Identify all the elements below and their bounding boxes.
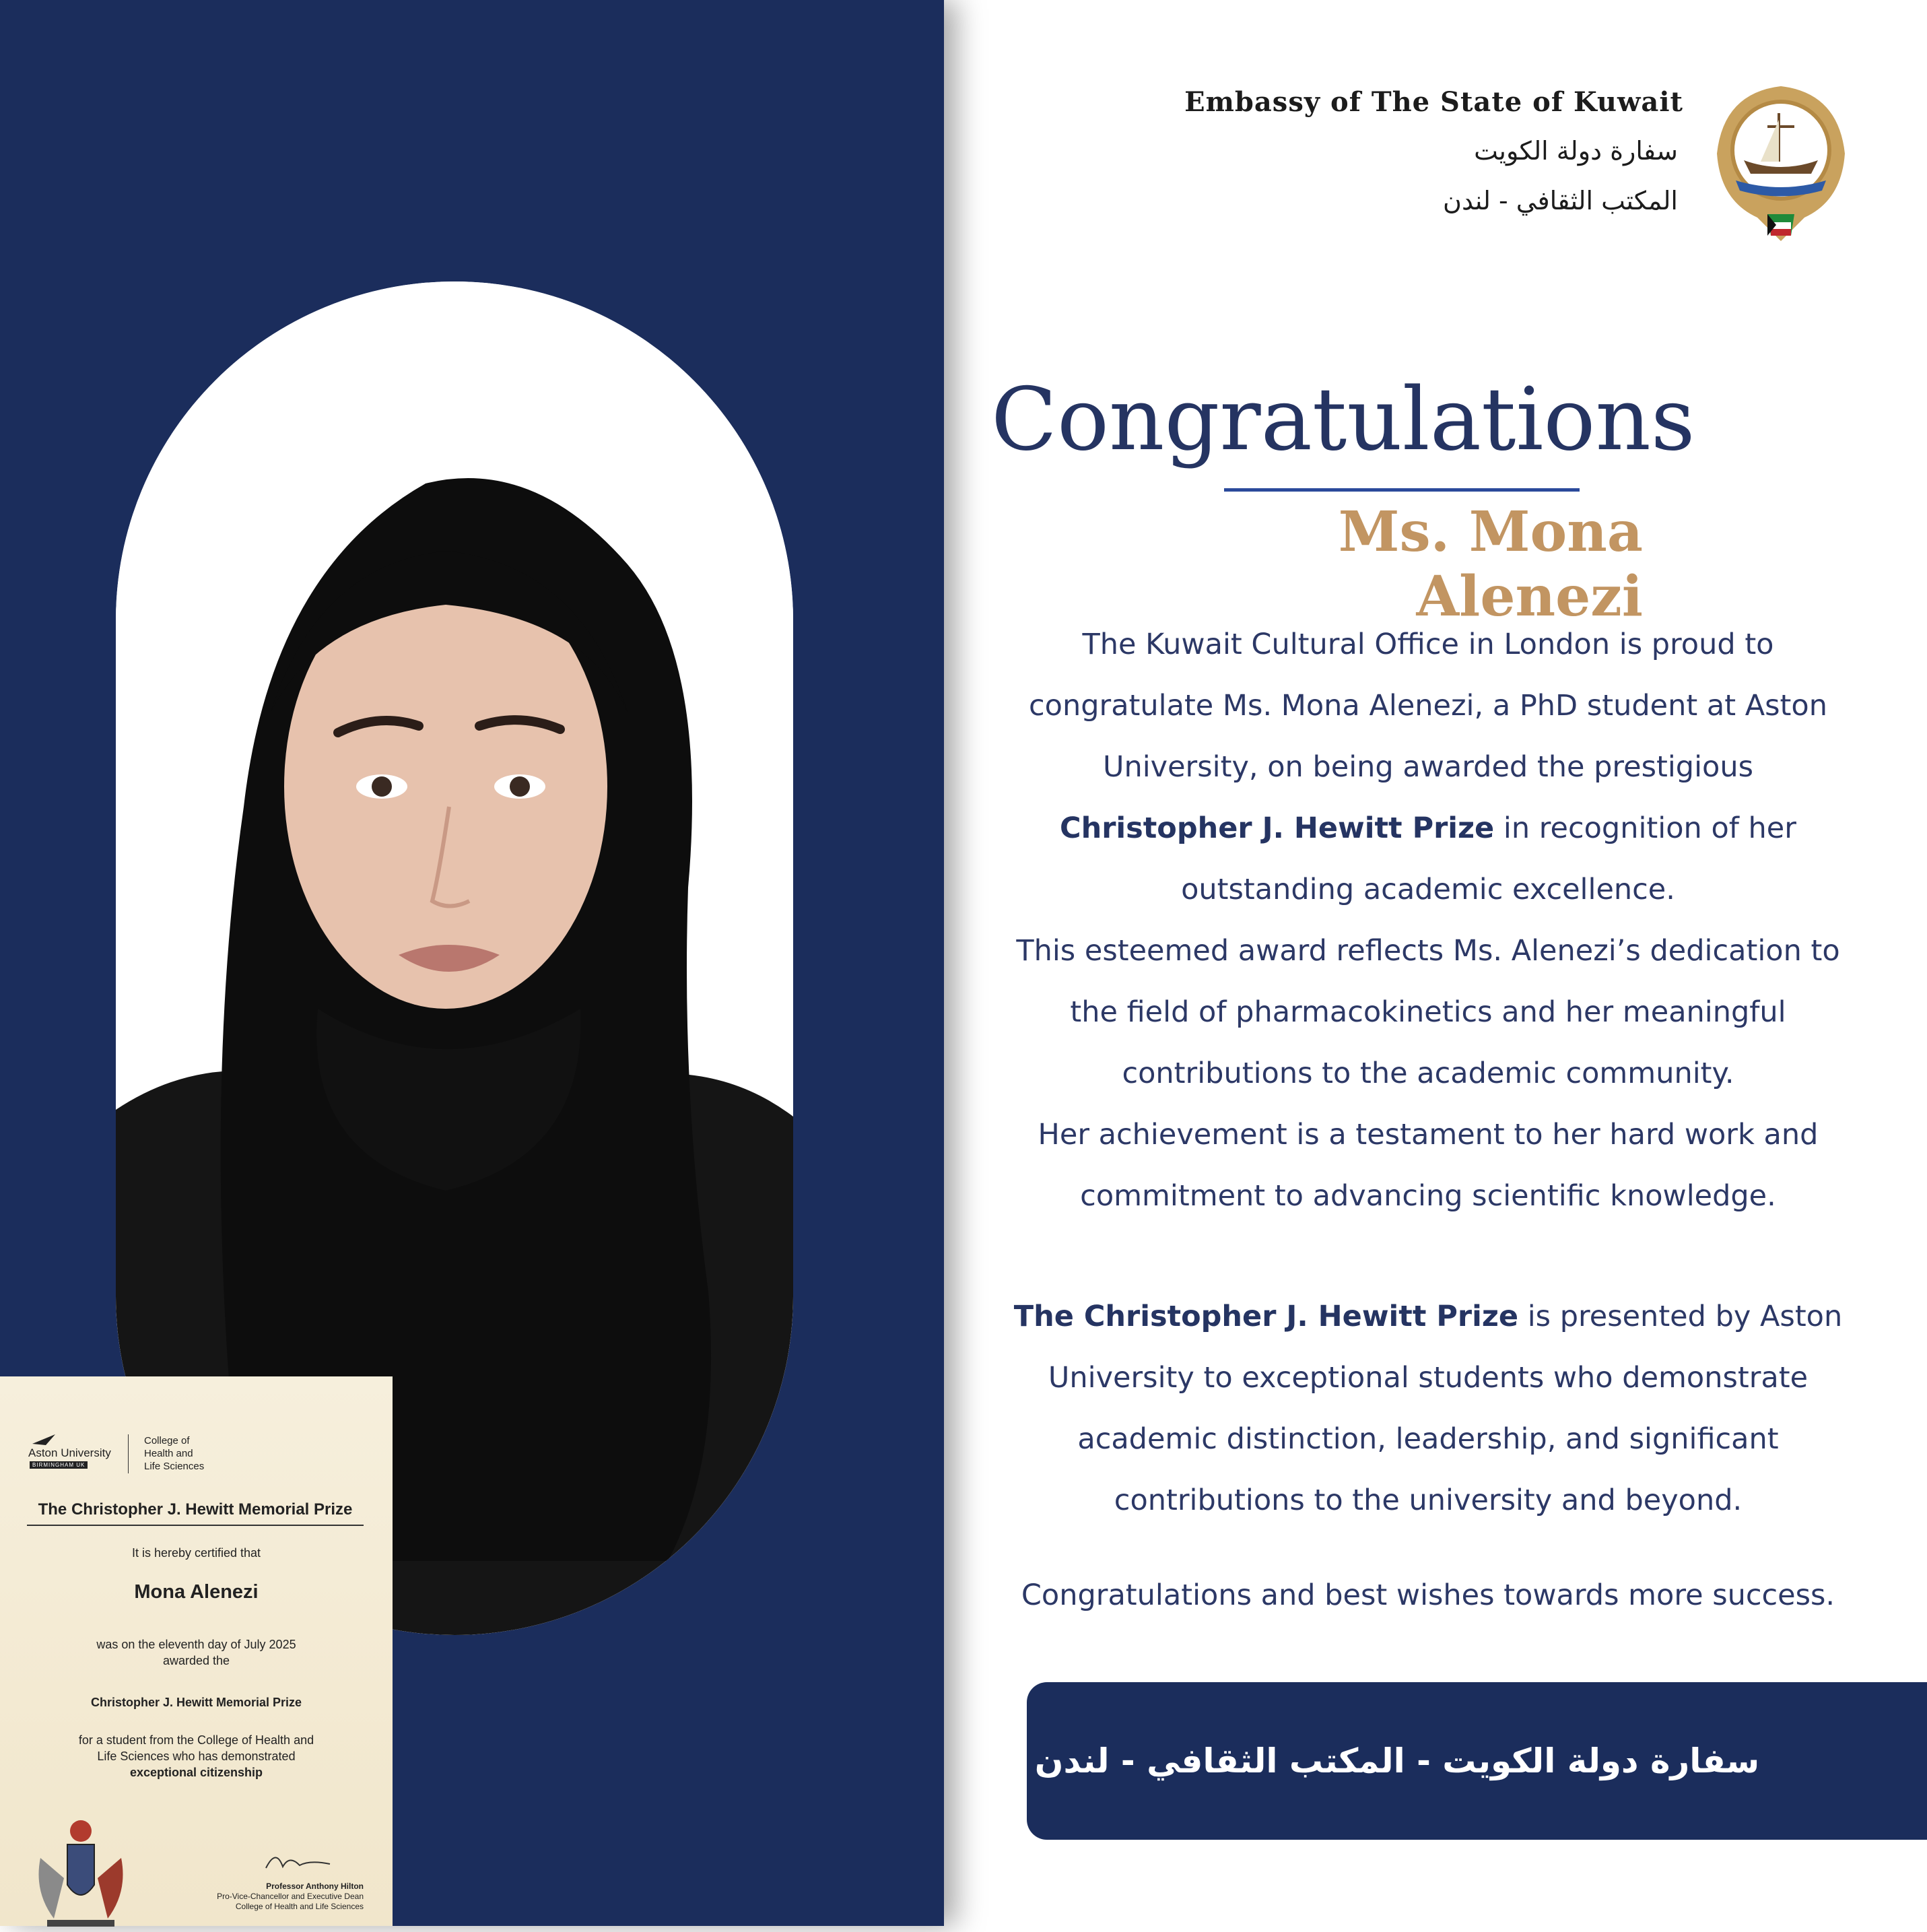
certificate-reason-line: exceptional citizenship xyxy=(129,1766,263,1779)
certificate-university: Aston University xyxy=(28,1446,111,1459)
certificate-title: The Christopher J. Hewitt Memorial Prize xyxy=(38,1500,353,1519)
prize-name-bold: Christopher J. Hewitt Prize xyxy=(1060,811,1495,845)
certificate-college-line: Health and xyxy=(144,1448,193,1459)
certificate-reason-line: for a student from the College of Health and xyxy=(78,1733,314,1747)
certificate-certified: It is hereby certified that xyxy=(131,1546,261,1560)
certificate xyxy=(0,1376,393,1926)
paragraph-line: congratulate Ms. Mona Alenezi, a PhD student at Aston xyxy=(1029,689,1827,723)
certificate-recipient-name: Mona Alenezi xyxy=(134,1581,259,1603)
aston-logo-icon xyxy=(32,1434,55,1445)
paragraph-line xyxy=(987,1286,1869,1347)
certificate-date-line: was on the eleventh day of July 2025 xyxy=(96,1638,296,1651)
certificate-signatory-role: Pro-Vice-Chancellor and Executive Dean xyxy=(217,1892,364,1901)
paragraph-line: University to exceptional students who demonstrate xyxy=(1048,1361,1808,1395)
certificate-university-sub: BIRMINGHAM UK xyxy=(30,1461,88,1469)
certificate-title-rule xyxy=(27,1525,364,1526)
embassy-title: Embassy of The State of Kuwait xyxy=(1184,86,1683,118)
certificate-signatory-role: College of Health and Life Sciences xyxy=(235,1902,364,1911)
paragraph-line: Her achievement is a testament to her hard work and xyxy=(1038,1118,1819,1152)
paragraph-line: contributions to the university and beyond. xyxy=(1114,1484,1743,1517)
kuwait-emblem-icon xyxy=(1703,79,1858,246)
paragraph-line: the field of pharmacokinetics and her meaningful xyxy=(1070,995,1786,1029)
certificate-college-line: Life Sciences xyxy=(144,1461,205,1472)
prize-name-bold: The Christopher J. Hewitt Prize xyxy=(1013,1300,1519,1333)
certificate-signatory-name: Professor Anthony Hilton xyxy=(266,1881,364,1891)
certificate-reason-line: Life Sciences who has demonstrated xyxy=(97,1750,296,1763)
paragraph-line: academic distinction, leadership, and significant xyxy=(1077,1422,1779,1456)
certificate-logo-row xyxy=(28,1434,378,1475)
certificate-signatory xyxy=(202,1881,364,1912)
certificate-college xyxy=(144,1434,204,1473)
footer-bar xyxy=(1027,1682,1927,1840)
paragraph-line: outstanding academic excellence. xyxy=(1181,873,1675,906)
announcement-paragraph xyxy=(987,614,1869,1227)
paragraph-line xyxy=(987,798,1869,859)
cultural-office-arabic-name: المكتب الثقافي - لندن xyxy=(1443,186,1678,215)
congratulations-title: Congratulations xyxy=(991,370,1695,470)
aston-coat-of-arms-icon xyxy=(27,1804,135,1932)
paragraph-line: University, on being awarded the prestigious xyxy=(1102,750,1754,784)
paragraph-line: This esteemed award reflects Ms. Alenezi’s dedication to xyxy=(1016,934,1840,968)
footer-text: سفارة دولة الكويت - المكتب الثقافي - لندن xyxy=(1034,1741,1760,1780)
title-underline xyxy=(1224,488,1580,492)
certificate-date-line: awarded the xyxy=(162,1654,230,1667)
prize-description-paragraph xyxy=(987,1286,1869,1531)
embassy-arabic-name: سفارة دولة الكويت xyxy=(1474,136,1678,166)
closing-line: Congratulations and best wishes towards more success. xyxy=(1021,1578,1835,1612)
paragraph-line: commitment to advancing scientific knowledge. xyxy=(1080,1179,1776,1213)
certificate-college-line: College of xyxy=(144,1435,190,1446)
paragraph-line-rest: in recognition of her xyxy=(1494,811,1796,845)
paragraph-line: The Kuwait Cultural Office in London is proud to xyxy=(1082,628,1774,661)
honoree-name: Ms. Mona Alenezi xyxy=(1338,500,1643,629)
certificate-divider xyxy=(128,1434,129,1473)
certificate-prize: Christopher J. Hewitt Memorial Prize xyxy=(90,1696,302,1709)
signature-icon xyxy=(263,1848,337,1875)
paragraph-line-rest: is presented by Aston xyxy=(1518,1300,1843,1333)
paragraph-line: contributions to the academic community. xyxy=(1122,1057,1734,1090)
